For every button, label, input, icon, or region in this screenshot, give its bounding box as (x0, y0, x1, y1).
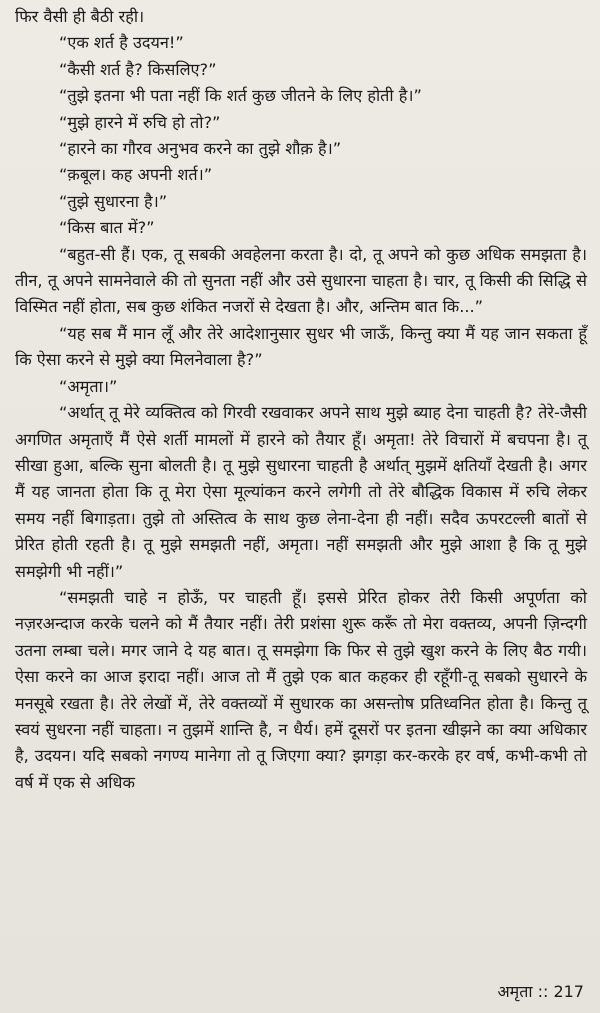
paragraph: “तुझे इतना भी पता नहीं कि शर्त कुछ जीतने के लिए होती है।” (59, 86, 422, 106)
paragraph: “क़बूल। कह अपनी शर्त।” (59, 165, 213, 185)
page-footer: अमृता :: 217 (497, 982, 584, 1001)
paragraph: फिर वैसी ही बैठी रही। (15, 7, 145, 26)
paragraph: “मुझे हारने में रुचि हो तो?” (59, 112, 221, 132)
paragraph: “किस बात में?” (59, 218, 155, 238)
paragraph: “कैसी शर्त है? किसलिए?” (59, 59, 217, 79)
paragraph: “हारने का गौरव अनुभव करने का तुझे शौक़ है।” (59, 139, 342, 159)
body-text (15, 4, 587, 796)
paragraph: “एक शर्त है उदयन!” (59, 33, 184, 53)
paragraph: “अर्थात् तू मेरे व्यक्तित्व को गिरवी रखवाकर अपने साथ मुझे ब्याह देना चाहती है? तेरे-जैसी अगणित अमृताएँ मैं ऐसे शर्ती मामलों में हारने को तैयार हूँ। अमृता! तेरे विचारों में बचपना है। तू सीखा हुआ, बल्कि सुना बोलती है। तू मुझे सुधारना चाहती है अर्थात् मुझमें क्षतियाँ देखती है। अगर मैं यह जानता होता कि तू मेरा ऐसा मूल्यांकन करने लगेगी तो तेरे बौद्धिक विकास में रुचि लेकर समय नहीं बिगाड़ता। तुझे तो अस्तित्व के साथ कुछ लेना-देना ही नहीं। सदैव ऊपरटल्ली बातों से प्रेरित होती रहती है। तू मुझे समझती नहीं, अमृता। नहीं समझती और मुझे आशा है कि तू मुझे समझेगी भी नहीं।” (15, 403, 587, 581)
paragraph: “अमृता।” (59, 376, 118, 396)
paragraph: “समझती चाहे न होऊँ, पर चाहती हूँ। इससे प्रेरित होकर तेरी किसी अपूर्णता को नज़रअन्दाज करके चलने को मैं तैयार नहीं। तेरी प्रशंसा शुरू करूँ तो मेरा वक्तव्य, अपनी ज़िन्दगी उतना लम्बा चले। मगर जाने दे यह बात। तू समझेगा कि फिर से तुझे खुश करने के लिए बैठ गयी। ऐसा करने का आज इरादा नहीं। आज तो मैं तुझे एक बात कहकर ही रहूँगी-तू सबको सुधारने के मनसूबे रखता है। तेरे लेखों में, तेरे वक्तव्यों में सुधारक का असन्तोष प्रतिध्वनित होता है। किन्तु तू स्वयं सुधरना नहीं चाहता। न तुझमें शान्ति है, न धैर्य। हमें दूसरों पर इतना खीझने का क्या अधिकार है, उदयन। यदि सबको नगण्य मानेगा तो तू जिएगा क्या? झगड़ा कर-करके हर वर्ष, कभी-कभी तो वर्ष में एक से अधिक (15, 587, 587, 792)
paragraph: “यह सब मैं मान लूँ और तेरे आदेशानुसार सुधर भी जाऊँ, किन्तु क्या मैं यह जान सकता हूँ कि ऐसा करने से मुझे क्या मिलनेवाला है?” (15, 323, 587, 370)
paragraph: “बहुत-सी हैं। एक, तू सबकी अवहेलना करता है। दो, तू अपने को कुछ अधिक समझता है। तीन, तू अपने सामनेवाले की तो सुनता नहीं और उसे सुधारना चाहता है। चार, तू किसी की सिद्धि से विस्मित नहीं होता, सब कुछ शंकित नजरों से देखता है। और, अन्तिम बात कि...” (15, 244, 587, 317)
paragraph: “तुझे सुधारना है।” (59, 191, 168, 211)
